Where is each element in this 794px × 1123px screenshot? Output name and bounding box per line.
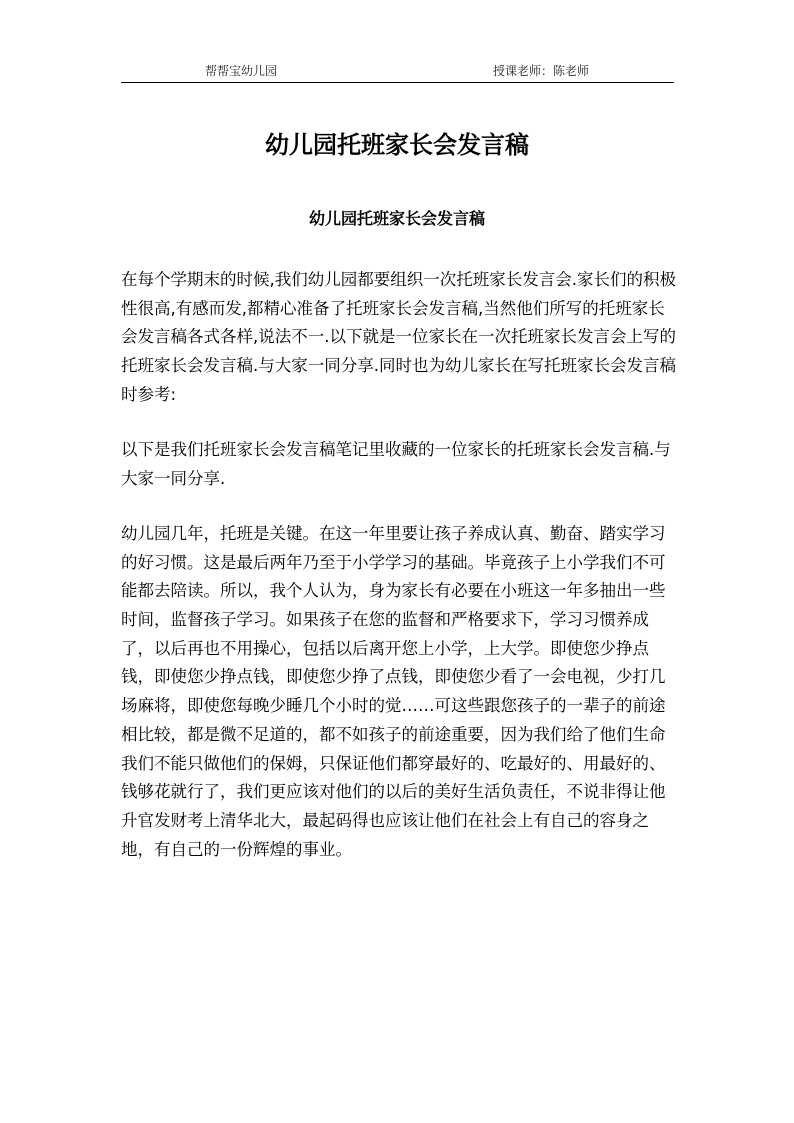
document-subtitle: 幼儿园托班家长会发言稿 <box>308 209 485 228</box>
paragraph-speech: 幼儿园几年，托班是关键。在这一年里要让孩子养成认真、勤奋、踏实学习的好习惯。这是最后两年乃至于小学学习的基础。毕竟孩子上小学我们不可能都去陪读。所以，我个人认为，身为家长有必要在小班这一年多抽出一些时间，监督孩子学习。如果孩子在您的监督和严格要求下，学习习惯养成了，以后再也不用操心，包括以后离开您上小学，上大学。即使您少挣点钱，即使您少挣点钱，即使您少挣了点钱，即使您少看了一会电视，少打几场麻将，即使您每晚少睡几个小时的觉……可这些跟您孩子的一辈子的前途相比较，都是微不足道的，都不如孩子的前途重要，因为我们给了他们生命我们不能只做他们的保姆，只保证他们都穿最好的、吃最好的、用最好的、钱够花就行了，我们更应该对他们的以后的美好生活负责任，不说非得让他升官发财考上清华北大，最起码得也应该让他们在社会上有自己的容身之地，有自己的一份辉煌的事业。 <box>121 523 666 859</box>
header-school-name: 帮帮宝幼儿园 <box>205 64 278 78</box>
page-header <box>121 62 674 83</box>
header-teacher: 授课老师：陈老师 <box>493 64 590 78</box>
paragraph-intro: 在每个学期末的时候,我们幼儿园都要组织一次托班家长发言会.家长们的积极性很高,有感而发,都精心准备了托班家长会发言稿,当然他们所写的托班家长会发言稿各式各样,说法不一.以下就是一位家长在一次托班家长发言会上写的托班家长会发言稿.与大家一同分享.同时也为幼儿家长在写托班家长会发言稿时参考: <box>121 270 676 404</box>
document-title: 幼儿园托班家长会发言稿 <box>265 131 529 159</box>
paragraph-share: 以下是我们托班家长会发言稿笔记里收藏的一位家长的托班家长会发言稿.与大家一同分享. <box>121 440 671 488</box>
document-body <box>121 266 677 891</box>
